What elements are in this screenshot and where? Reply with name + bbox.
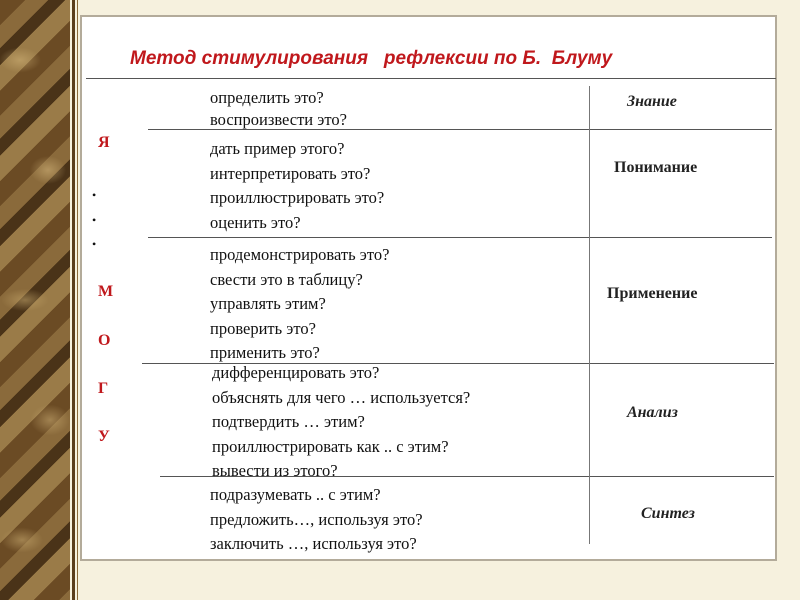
question-item: проиллюстрировать это? <box>210 188 385 207</box>
question-item: интерпретировать это? <box>210 163 371 183</box>
level-label-synthesis: Синтез <box>641 505 695 522</box>
level-label-comprehension: Понимание <box>614 159 698 176</box>
question-item: подтвердить … этим? <box>212 412 365 431</box>
question-list <box>210 483 423 557</box>
question-item: проверить это? <box>210 318 316 338</box>
question-item: применить это? <box>210 343 320 362</box>
decorative-border-line <box>72 0 75 600</box>
slide-title: Метод стимулирования рефлексии по Б. Блуму <box>130 48 613 69</box>
question-item: объяснять для чего … используется? <box>212 387 471 407</box>
left-letter-m: М <box>98 283 114 300</box>
question-item: дать пример этого? <box>210 139 345 158</box>
left-letter-g: Г <box>98 380 109 397</box>
bullet-2: • <box>92 213 97 227</box>
question-list <box>212 361 470 484</box>
question-item: управлять этим? <box>210 294 326 313</box>
decorative-border-line-thin <box>77 0 78 600</box>
left-letter-o: О <box>98 332 111 349</box>
question-item: воспроизвести это? <box>210 110 347 129</box>
question-item: продемонстрировать это? <box>210 245 390 264</box>
left-letter-u: У <box>98 428 110 445</box>
question-list <box>210 137 384 235</box>
question-item: вывести из этого? <box>212 461 338 480</box>
level-label-knowledge: Знание <box>627 93 677 110</box>
question-list <box>210 243 389 366</box>
title-divider <box>86 78 776 79</box>
question-item: предложить…, используя это? <box>210 509 423 529</box>
column-separator <box>589 86 590 544</box>
question-item: проиллюстрировать как .. с этим? <box>212 436 449 456</box>
question-item: подразумевать .. с этим? <box>210 485 381 504</box>
bullet-1: • <box>92 188 97 202</box>
question-item: оценить это? <box>210 212 301 232</box>
decorative-leaf-strip <box>0 0 70 600</box>
level-label-application: Применение <box>607 285 698 302</box>
left-letter-ya: Я <box>98 134 110 151</box>
level-label-analysis: Анализ <box>627 404 678 421</box>
question-list <box>210 87 347 131</box>
question-item: свести это в таблицу? <box>210 269 363 289</box>
question-item: определить это? <box>210 88 324 107</box>
question-item: заключить …, используя это? <box>210 534 417 553</box>
question-item: дифференцировать это? <box>212 363 380 382</box>
row-divider-2 <box>148 237 772 238</box>
bullet-3: • <box>92 237 97 251</box>
